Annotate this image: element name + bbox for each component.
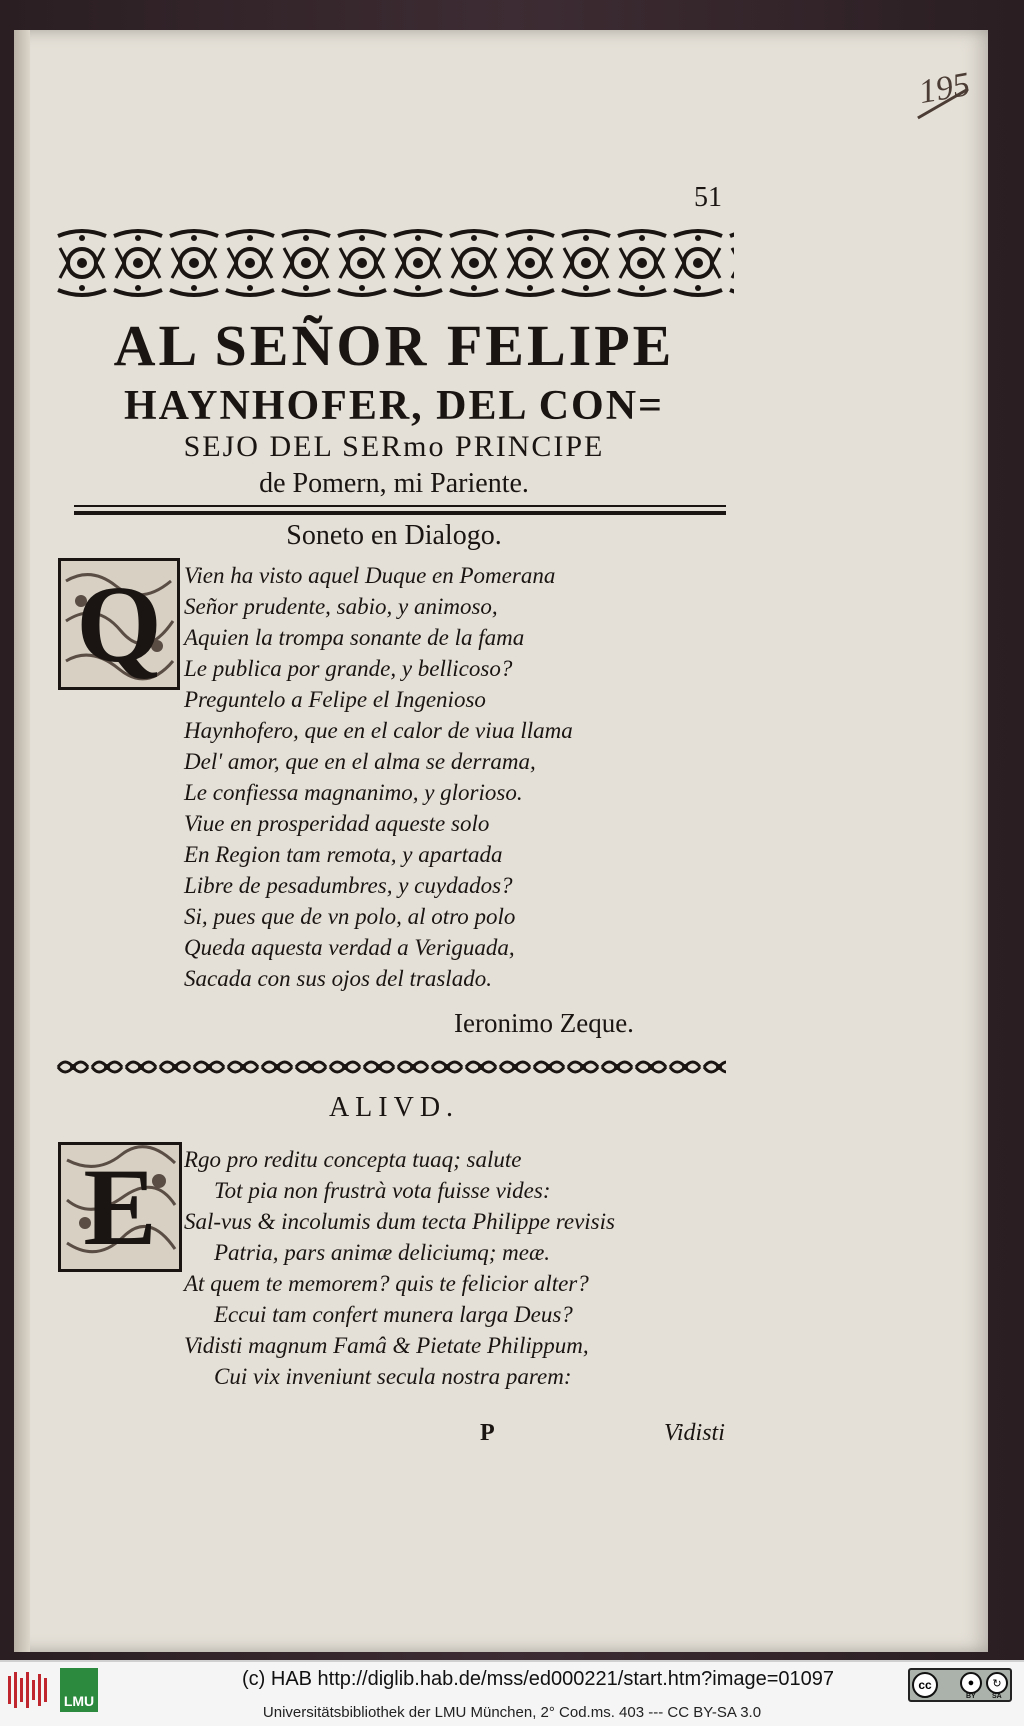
initial-letter-q: Q — [76, 563, 162, 685]
sonnet-line: Haynhofero, que en el calor de viua llama — [184, 718, 573, 743]
title-line-3: SEJO DEL SERmo PRINCIPE — [183, 430, 605, 463]
cc-license-badge[interactable] — [908, 1668, 1012, 1702]
sonnet-line: Sacada con sus ojos del traslado. — [184, 966, 492, 991]
handwritten-folio-number: 195 — [916, 65, 973, 112]
viewer-footer — [0, 1660, 1024, 1726]
sa-label: SA — [992, 1693, 1002, 1700]
sonnet-line: Si, pues que de vn polo, al otro polo — [184, 904, 516, 929]
latin-line: At quem te memorem? quis te felicior alter? — [184, 1271, 589, 1296]
aliud-heading: ALIVD. — [328, 1092, 460, 1123]
latin-line: Eccui tam confert munera larga Deus? — [214, 1302, 573, 1327]
signature-mark: P — [480, 1420, 495, 1446]
by-label: BY — [966, 1693, 976, 1700]
sonnet-text — [184, 560, 573, 994]
latin-line: Patria, pars animæ deliciumq; meæ. — [214, 1240, 551, 1265]
ornamental-divider — [56, 1055, 726, 1079]
sonnet-line: Le publica por grande, y bellicoso? — [184, 656, 513, 681]
ornamental-headband — [54, 228, 734, 298]
initial-letter-e: E — [83, 1146, 157, 1268]
latin-line: Tot pia non frustrà vota fuisse vides: — [214, 1178, 551, 1203]
lmu-logo: LMU — [60, 1668, 98, 1712]
sonnet-heading: Soneto en Dialogo. — [286, 520, 502, 551]
sonnet-line: Le confiessa magnanimo, y glorioso. — [184, 780, 523, 805]
source-credit[interactable]: (c) HAB http://diglib.hab.de/mss/ed000221/start.htm?image=01097 — [242, 1668, 835, 1690]
share-alike-icon: ↻ — [986, 1672, 1008, 1694]
cc-icon: cc — [912, 1672, 938, 1698]
sonnet-line: Queda aquesta verdad a Veriguada, — [184, 935, 515, 960]
latin-poem-text — [184, 1144, 615, 1392]
latin-line: Vidisti magnum Famâ & Pietate Philippum, — [184, 1333, 589, 1358]
sonnet-line: Señor prudente, sabio, y animoso, — [184, 594, 498, 619]
latin-line: Cui vix inveniunt secula nostra parem: — [214, 1364, 572, 1389]
decorated-initial-e — [58, 1142, 182, 1272]
page-number: 51 — [694, 182, 722, 213]
latin-line: Rgo pro reditu concepta tuaq; salute — [184, 1147, 522, 1172]
sonnet-line: Del' amor, que en el alma se derrama, — [184, 749, 536, 774]
attribution-icon: ● — [960, 1672, 982, 1694]
sonnet-line: Viue en prosperidad aqueste solo — [184, 811, 490, 836]
catchword: Vidisti — [664, 1420, 725, 1446]
sonnet-line: Vien ha visto aquel Duque en Pomerana — [184, 563, 556, 588]
sonnet-line: Libre de pesadumbres, y cuydados? — [184, 873, 513, 898]
title-line-1: AL SEÑOR FELIPE — [113, 313, 675, 378]
title-line-4: de Pomern, mi Pariente. — [259, 468, 529, 499]
manuscript-page — [14, 30, 988, 1652]
sonnet-line: En Region tam remota, y apartada — [184, 842, 503, 867]
library-citation: Universitätsbibliothek der LMU München, 2° Cod.ms. 403 --- CC BY-SA 3.0 — [262, 1704, 762, 1721]
page-gutter-edge — [14, 30, 30, 1652]
decorated-initial-q — [58, 558, 180, 690]
author-signature: Ieronimo Zeque. — [454, 1008, 634, 1038]
latin-line: Sal-vus & incolumis dum tecta Philippe revisis — [184, 1209, 615, 1234]
sonnet-line: Preguntelo a Felipe el Ingenioso — [184, 687, 486, 712]
title-rule — [74, 505, 726, 515]
title-line-2: HAYNHOFER, DEL CON= — [124, 383, 664, 429]
sonnet-line: Aquien la trompa sonante de la fama — [184, 625, 525, 650]
